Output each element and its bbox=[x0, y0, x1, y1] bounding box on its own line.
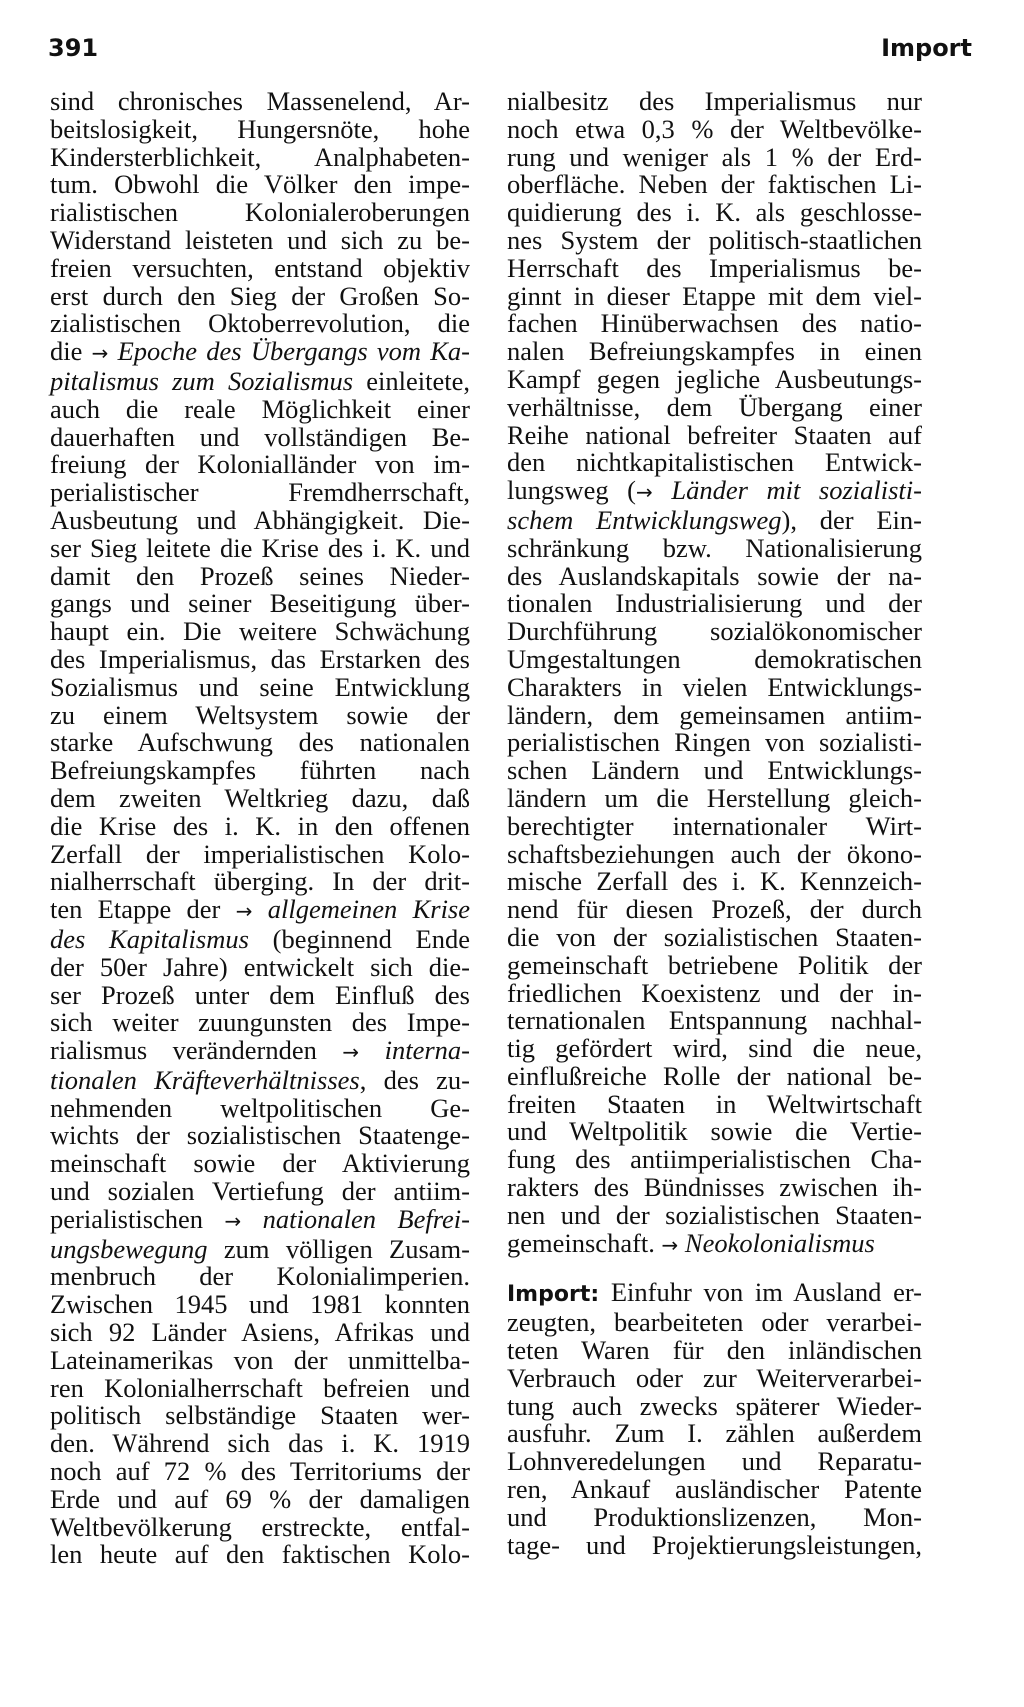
cross-reference: Neokolonialismus bbox=[684, 1227, 875, 1258]
text-line: tum. Obwohl die Völker den impe- bbox=[50, 169, 470, 200]
import-entry-first-line bbox=[507, 1279, 922, 1309]
text-line: zialistischen Oktoberrevolution, die bbox=[50, 308, 470, 339]
text-line: nehmenden weltpolitischen Ge- bbox=[50, 1092, 470, 1123]
text-line: len heute auf den faktischen Kolo- bbox=[50, 1539, 470, 1570]
text-line bbox=[507, 504, 922, 535]
text-line bbox=[507, 1227, 922, 1260]
text-line: teten Waren für den inländischen bbox=[507, 1335, 922, 1366]
text-line: der 50er Jahre) entwickelt sich die- bbox=[50, 951, 470, 982]
text-line: einflußreiche Rolle der national be- bbox=[507, 1060, 922, 1091]
text-line: Durchführung sozialökonomischer bbox=[507, 616, 922, 647]
text-line: den nichtkapitalistischen Entwick- bbox=[507, 447, 922, 478]
text-line: verhältnisse, dem Übergang einer bbox=[507, 391, 922, 422]
text-line: Verbrauch oder zur Weiterverarbei- bbox=[507, 1362, 922, 1393]
text-segment: die bbox=[50, 336, 92, 367]
arrow-icon: → bbox=[224, 1208, 242, 1233]
text-line: rakters des Bündnisses zwischen ih- bbox=[507, 1172, 922, 1203]
text-line: nen und der sozialistischen Staaten- bbox=[507, 1199, 922, 1230]
text-line: wichts der sozialistischen Staatenge- bbox=[50, 1120, 470, 1151]
text-line: Kindersterblichkeit, Analphabeten- bbox=[50, 141, 470, 172]
text-line: rialistischen Kolonialeroberungen bbox=[50, 197, 470, 228]
text-line: Charakters in vielen Entwicklungs- bbox=[507, 671, 922, 702]
text-line: ländern, dem gemeinsamen antiim- bbox=[507, 699, 922, 730]
text-line bbox=[50, 1064, 470, 1095]
text-line: nend für diesen Prozeß, der durch bbox=[507, 894, 922, 925]
text-segment: rialismus verändernden bbox=[50, 1035, 343, 1066]
text-line: tionalen Industrialisierung und der bbox=[507, 588, 922, 619]
text-line: berechtigter internationaler Wirt- bbox=[507, 810, 922, 841]
import-entry bbox=[507, 1279, 922, 1559]
text-line: freiten Staaten in Weltwirtschaft bbox=[507, 1088, 922, 1119]
text-line bbox=[507, 477, 922, 507]
text-line: starke Aufschwung des nationalen bbox=[50, 727, 470, 758]
text-line: tung auch zwecks späterer Wieder- bbox=[507, 1390, 922, 1421]
headword-import: Import: bbox=[507, 1282, 600, 1308]
text-line: sind chronisches Massenelend, Ar- bbox=[50, 86, 470, 116]
text-line bbox=[50, 365, 470, 396]
text-segment bbox=[653, 475, 672, 505]
text-line: Zerfall der imperialistischen Kolo- bbox=[50, 838, 470, 869]
text-line: nialbesitz des Imperialismus nur bbox=[507, 86, 922, 116]
text-line: Zwischen 1945 und 1981 konnten bbox=[50, 1289, 470, 1320]
text-line: ser Prozeß unter dem Einfluß des bbox=[50, 979, 470, 1010]
text-line: schränkung bzw. Nationalisierung bbox=[507, 532, 922, 563]
text-segment bbox=[678, 1228, 685, 1258]
cross-reference: Länder mit sozialisti- bbox=[671, 475, 922, 506]
text-line: meinschaft sowie der Aktivierung bbox=[50, 1148, 470, 1179]
text-line: schaftsbeziehungen auch der ökono- bbox=[507, 838, 922, 869]
text-line: dem zweiten Weltkrieg dazu, daß bbox=[50, 782, 470, 813]
text-line: erst durch den Sieg der Großen So- bbox=[50, 280, 470, 311]
text-line: Ausbeutung und Abhängigkeit. Die- bbox=[50, 504, 470, 535]
entry-gap bbox=[507, 1259, 922, 1279]
cross-reference: Epoche des Übergangs vom Ka- bbox=[117, 336, 471, 367]
text-line: den. Während sich das i. K. 1919 bbox=[50, 1428, 470, 1459]
text-segment bbox=[108, 336, 117, 366]
text-segment bbox=[241, 1204, 262, 1234]
cross-reference: ungsbewegung bbox=[50, 1233, 208, 1264]
text-line: rung und weniger als 1 % der Erd- bbox=[507, 141, 922, 172]
text-line: perialistischer Fremdherrschaft, bbox=[50, 477, 470, 508]
text-line bbox=[50, 1037, 470, 1067]
text-segment: , des zu- bbox=[359, 1064, 470, 1095]
text-line: freien versuchten, entstand objektiv bbox=[50, 252, 470, 283]
import-entry-first-line-text: Einfuhr von im Ausland er- bbox=[599, 1277, 922, 1308]
text-line: schen Ländern und Entwicklungs- bbox=[507, 755, 922, 786]
text-line: des Imperialismus, das Erstarken des bbox=[50, 643, 470, 674]
cross-reference: pitalismus zum Sozialismus bbox=[50, 365, 354, 396]
running-head: Import bbox=[881, 34, 972, 62]
text-line: auch die reale Möglichkeit einer bbox=[50, 393, 470, 424]
arrow-icon: → bbox=[635, 480, 653, 505]
text-line: sich 92 Länder Asiens, Afrikas und bbox=[50, 1317, 470, 1348]
text-line: ren, Ankauf ausländischer Patente bbox=[507, 1474, 922, 1505]
import-entry-lines bbox=[507, 1309, 922, 1559]
page-number: 391 bbox=[48, 34, 99, 62]
text-line: ren Kolonialherrschaft befreien und bbox=[50, 1372, 470, 1403]
text-line: sich weiter zuungunsten des Impe- bbox=[50, 1007, 470, 1038]
cross-reference: interna- bbox=[384, 1035, 470, 1066]
text-line: nes System der politisch-staatlichen bbox=[507, 224, 922, 255]
text-line: Lohnveredelungen und Reparatu- bbox=[507, 1446, 922, 1477]
text-line: ser Sieg leitete die Krise des i. K. und bbox=[50, 532, 470, 563]
text-line: ginnt in dieser Etappe mit dem viel- bbox=[507, 280, 922, 311]
cross-reference: nationalen Befrei- bbox=[262, 1203, 470, 1234]
arrow-icon: → bbox=[235, 899, 253, 924]
text-line: gemeinschaft betriebene Politik der bbox=[507, 949, 922, 980]
text-line: friedlichen Koexistenz und der in- bbox=[507, 977, 922, 1008]
text-line: gangs und seiner Beseitigung über- bbox=[50, 588, 470, 619]
text-line: zu einem Weltsystem sowie der bbox=[50, 699, 470, 730]
text-line: Reihe national befreiter Staaten auf bbox=[507, 419, 922, 450]
text-line: quidierung des i. K. als geschlosse- bbox=[507, 197, 922, 228]
text-line: fung des antiimperialistischen Cha- bbox=[507, 1144, 922, 1175]
text-segment: ten Etappe der bbox=[50, 894, 236, 925]
text-line: perialistischen Ringen von sozialisti- bbox=[507, 727, 922, 758]
text-line: beitslosigkeit, Hungersnöte, hohe bbox=[50, 113, 470, 144]
text-line: Widerstand leisteten und sich zu be- bbox=[50, 224, 470, 255]
text-line: tage- und Projektierungsleistungen, bbox=[507, 1529, 922, 1560]
right-column bbox=[507, 88, 922, 1559]
cross-reference: tionalen Kräfteverhältnisses bbox=[50, 1064, 360, 1095]
text-line: nialherrschaft überging. In der drit- bbox=[50, 866, 470, 897]
text-line: freiung der Kolonialländer von im- bbox=[50, 449, 470, 480]
text-segment: lungsweg ( bbox=[507, 475, 636, 506]
text-line: Umgestaltungen demokratischen bbox=[507, 643, 922, 674]
text-segment bbox=[359, 1035, 385, 1065]
text-segment: ), der Ein- bbox=[781, 504, 922, 535]
text-line bbox=[50, 896, 470, 926]
text-line: und Weltpolitik sowie die Vertie- bbox=[507, 1116, 922, 1147]
text-line: Weltbevölkerung erstreckte, entfal- bbox=[50, 1511, 470, 1542]
text-line: mische Zerfall des i. K. Kennzeich- bbox=[507, 866, 922, 897]
text-line: damit den Prozeß seines Nieder- bbox=[50, 560, 470, 591]
text-line: und sozialen Vertiefung der antiim- bbox=[50, 1176, 470, 1207]
text-segment: zum völligen Zusam- bbox=[207, 1233, 470, 1264]
arrow-icon: → bbox=[91, 341, 109, 366]
text-line: ländern um die Herstellung gleich- bbox=[507, 782, 922, 813]
text-segment: einleitete, bbox=[353, 365, 470, 396]
text-line: und Produktionslizenzen, Mon- bbox=[507, 1501, 922, 1532]
text-line: Kampf gegen jegliche Ausbeutungs- bbox=[507, 363, 922, 394]
text-line: ausfuhr. Zum I. zählen außerdem bbox=[507, 1418, 922, 1449]
arrow-icon: → bbox=[661, 1232, 679, 1257]
text-line: politisch selbständige Staaten wer- bbox=[50, 1400, 470, 1431]
text-segment: perialistischen bbox=[50, 1203, 225, 1234]
left-column bbox=[50, 88, 470, 1569]
text-line: des Auslandskapitals sowie der na- bbox=[507, 560, 922, 591]
text-line: fachen Hinüberwachsen des natio- bbox=[507, 308, 922, 339]
text-line: Lateinamerikas von der unmittelba- bbox=[50, 1344, 470, 1375]
text-line: haupt ein. Die weitere Schwächung bbox=[50, 616, 470, 647]
text-line bbox=[50, 338, 470, 368]
text-line: Erde und auf 69 % der damaligen bbox=[50, 1483, 470, 1514]
text-line bbox=[50, 923, 470, 954]
cross-reference: des Kapitalismus bbox=[50, 923, 249, 954]
text-line bbox=[50, 1203, 470, 1236]
imperialism-entry-continuation bbox=[507, 88, 922, 1259]
text-line: noch auf 72 % des Territoriums der bbox=[50, 1456, 470, 1487]
text-line: tig gefördert wird, sind die neue, bbox=[507, 1033, 922, 1064]
text-line: Befreiungskampfes führten nach bbox=[50, 755, 470, 786]
text-line: Herrschaft des Imperialismus be- bbox=[507, 252, 922, 283]
text-line: die Krise des i. K. in den offenen bbox=[50, 810, 470, 841]
text-line: ternationalen Entspannung nachhal- bbox=[507, 1005, 922, 1036]
text-segment: gemeinschaft. bbox=[507, 1227, 662, 1258]
arrow-icon: → bbox=[342, 1040, 360, 1065]
text-line: zeugten, bearbeiteten oder verarbei- bbox=[507, 1307, 922, 1338]
text-line: nalen Befreiungskampfes in einen bbox=[507, 336, 922, 367]
text-line: menbruch der Kolonialimperien. bbox=[50, 1261, 470, 1292]
cross-reference: allgemeinen Krise bbox=[267, 894, 471, 925]
text-line bbox=[50, 1233, 470, 1264]
text-line: oberfläche. Neben der faktischen Li- bbox=[507, 169, 922, 200]
text-line: Sozialismus und seine Entwicklung bbox=[50, 671, 470, 702]
text-segment bbox=[252, 894, 267, 924]
text-line: dauerhaften und vollständigen Be- bbox=[50, 421, 470, 452]
cross-reference: schem Entwicklungsweg bbox=[507, 504, 782, 535]
page-header bbox=[48, 34, 972, 64]
text-segment: (beginnend Ende bbox=[248, 923, 470, 954]
text-line: noch etwa 0,3 % der Weltbevölke- bbox=[507, 113, 922, 144]
text-line: die von der sozialistischen Staaten- bbox=[507, 921, 922, 952]
